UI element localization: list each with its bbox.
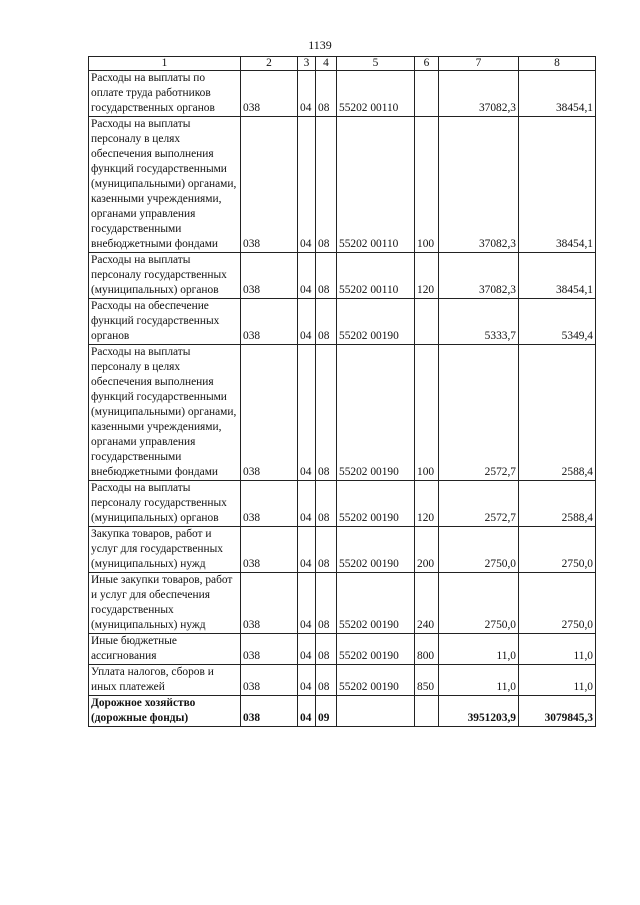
cell-expense-type: 850 bbox=[415, 665, 439, 696]
cell-amount-year1: 37082,3 bbox=[439, 71, 519, 117]
cell-description: Расходы на выплаты персоналу в целях обеспечения выполнения функций государственными (муниципальными) органами, казенными учреждениями, органами управления государственными внебюджетными фондами bbox=[89, 345, 241, 481]
cell-ministry-code: 038 bbox=[241, 71, 298, 117]
cell-description: Дорожное хозяйство (дорожные фонды) bbox=[89, 696, 241, 727]
cell-amount-year1: 11,0 bbox=[439, 665, 519, 696]
cell-amount-year2: 38454,1 bbox=[519, 253, 596, 299]
cell-subsection: 08 bbox=[316, 299, 337, 345]
cell-amount-year1: 2750,0 bbox=[439, 527, 519, 573]
cell-ministry-code: 038 bbox=[241, 634, 298, 665]
cell-description: Расходы на выплаты персоналу государственных (муниципальных) органов bbox=[89, 253, 241, 299]
cell-subsection: 08 bbox=[316, 71, 337, 117]
table-row bbox=[89, 481, 596, 527]
table-row bbox=[89, 527, 596, 573]
cell-expense-type: 120 bbox=[415, 481, 439, 527]
cell-subsection: 08 bbox=[316, 665, 337, 696]
cell-amount-year2: 11,0 bbox=[519, 665, 596, 696]
table-row bbox=[89, 117, 596, 253]
table-row bbox=[89, 696, 596, 727]
cell-target-article: 55202 00110 bbox=[337, 117, 415, 253]
cell-amount-year2: 2588,4 bbox=[519, 345, 596, 481]
cell-expense-type: 100 bbox=[415, 345, 439, 481]
cell-amount-year1: 3951203,9 bbox=[439, 696, 519, 727]
table-row bbox=[89, 345, 596, 481]
table-row bbox=[89, 573, 596, 634]
page-number: 1139 bbox=[308, 38, 332, 52]
cell-description: Закупка товаров, работ и услуг для государственных (муниципальных) нужд bbox=[89, 527, 241, 573]
cell-description: Иные бюджетные ассигнования bbox=[89, 634, 241, 665]
cell-subsection: 09 bbox=[316, 696, 337, 727]
cell-ministry-code: 038 bbox=[241, 665, 298, 696]
cell-amount-year2: 38454,1 bbox=[519, 71, 596, 117]
cell-expense-type bbox=[415, 71, 439, 117]
cell-section: 04 bbox=[298, 696, 316, 727]
cell-ministry-code: 038 bbox=[241, 481, 298, 527]
cell-ministry-code: 038 bbox=[241, 117, 298, 253]
cell-section: 04 bbox=[298, 634, 316, 665]
cell-description: Уплата налогов, сборов и иных платежей bbox=[89, 665, 241, 696]
column-header: 3 bbox=[298, 57, 316, 71]
cell-target-article: 55202 00110 bbox=[337, 253, 415, 299]
cell-target-article: 55202 00190 bbox=[337, 665, 415, 696]
cell-section: 04 bbox=[298, 117, 316, 253]
cell-section: 04 bbox=[298, 573, 316, 634]
cell-amount-year2: 5349,4 bbox=[519, 299, 596, 345]
cell-amount-year2: 2588,4 bbox=[519, 481, 596, 527]
cell-target-article bbox=[337, 696, 415, 727]
cell-expense-type bbox=[415, 299, 439, 345]
cell-expense-type: 100 bbox=[415, 117, 439, 253]
column-header: 1 bbox=[89, 57, 241, 71]
cell-amount-year1: 37082,3 bbox=[439, 117, 519, 253]
cell-amount-year1: 2572,7 bbox=[439, 345, 519, 481]
cell-amount-year2: 2750,0 bbox=[519, 527, 596, 573]
cell-subsection: 08 bbox=[316, 527, 337, 573]
column-header: 6 bbox=[415, 57, 439, 71]
cell-ministry-code: 038 bbox=[241, 573, 298, 634]
cell-target-article: 55202 00110 bbox=[337, 71, 415, 117]
cell-subsection: 08 bbox=[316, 117, 337, 253]
cell-description: Расходы на выплаты персоналу государственных (муниципальных) органов bbox=[89, 481, 241, 527]
table-row bbox=[89, 665, 596, 696]
cell-section: 04 bbox=[298, 71, 316, 117]
cell-section: 04 bbox=[298, 253, 316, 299]
cell-target-article: 55202 00190 bbox=[337, 481, 415, 527]
cell-amount-year1: 2750,0 bbox=[439, 573, 519, 634]
table-row bbox=[89, 634, 596, 665]
cell-description: Расходы на обеспечение функций государственных органов bbox=[89, 299, 241, 345]
cell-section: 04 bbox=[298, 665, 316, 696]
cell-amount-year1: 5333,7 bbox=[439, 299, 519, 345]
cell-section: 04 bbox=[298, 345, 316, 481]
cell-ministry-code: 038 bbox=[241, 527, 298, 573]
table-row bbox=[89, 299, 596, 345]
cell-ministry-code: 038 bbox=[241, 696, 298, 727]
column-header: 8 bbox=[519, 57, 596, 71]
cell-description: Расходы на выплаты по оплате труда работников государственных органов bbox=[89, 71, 241, 117]
table-row bbox=[89, 71, 596, 117]
table-row bbox=[89, 253, 596, 299]
cell-section: 04 bbox=[298, 299, 316, 345]
budget-table bbox=[88, 56, 596, 727]
cell-amount-year1: 37082,3 bbox=[439, 253, 519, 299]
cell-subsection: 08 bbox=[316, 253, 337, 299]
column-header: 5 bbox=[337, 57, 415, 71]
cell-ministry-code: 038 bbox=[241, 253, 298, 299]
cell-target-article: 55202 00190 bbox=[337, 634, 415, 665]
cell-target-article: 55202 00190 bbox=[337, 527, 415, 573]
cell-expense-type bbox=[415, 696, 439, 727]
cell-amount-year1: 11,0 bbox=[439, 634, 519, 665]
cell-amount-year2: 38454,1 bbox=[519, 117, 596, 253]
table-header-row bbox=[89, 57, 596, 71]
cell-subsection: 08 bbox=[316, 634, 337, 665]
cell-amount-year2: 2750,0 bbox=[519, 573, 596, 634]
cell-target-article: 55202 00190 bbox=[337, 299, 415, 345]
cell-amount-year2: 11,0 bbox=[519, 634, 596, 665]
cell-description: Расходы на выплаты персоналу в целях обеспечения выполнения функций государственными (муниципальными) органами, казенными учреждениями, органами управления государственными внебюджетными фондами bbox=[89, 117, 241, 253]
cell-ministry-code: 038 bbox=[241, 299, 298, 345]
cell-expense-type: 200 bbox=[415, 527, 439, 573]
cell-expense-type: 240 bbox=[415, 573, 439, 634]
column-header: 4 bbox=[316, 57, 337, 71]
cell-description: Иные закупки товаров, работ и услуг для обеспечения государственных (муниципальных) нужд bbox=[89, 573, 241, 634]
column-header: 2 bbox=[241, 57, 298, 71]
cell-subsection: 08 bbox=[316, 573, 337, 634]
cell-subsection: 08 bbox=[316, 345, 337, 481]
cell-subsection: 08 bbox=[316, 481, 337, 527]
cell-section: 04 bbox=[298, 527, 316, 573]
cell-target-article: 55202 00190 bbox=[337, 345, 415, 481]
cell-section: 04 bbox=[298, 481, 316, 527]
cell-expense-type: 120 bbox=[415, 253, 439, 299]
cell-expense-type: 800 bbox=[415, 634, 439, 665]
cell-amount-year1: 2572,7 bbox=[439, 481, 519, 527]
cell-amount-year2: 3079845,3 bbox=[519, 696, 596, 727]
cell-target-article: 55202 00190 bbox=[337, 573, 415, 634]
column-header: 7 bbox=[439, 57, 519, 71]
cell-ministry-code: 038 bbox=[241, 345, 298, 481]
